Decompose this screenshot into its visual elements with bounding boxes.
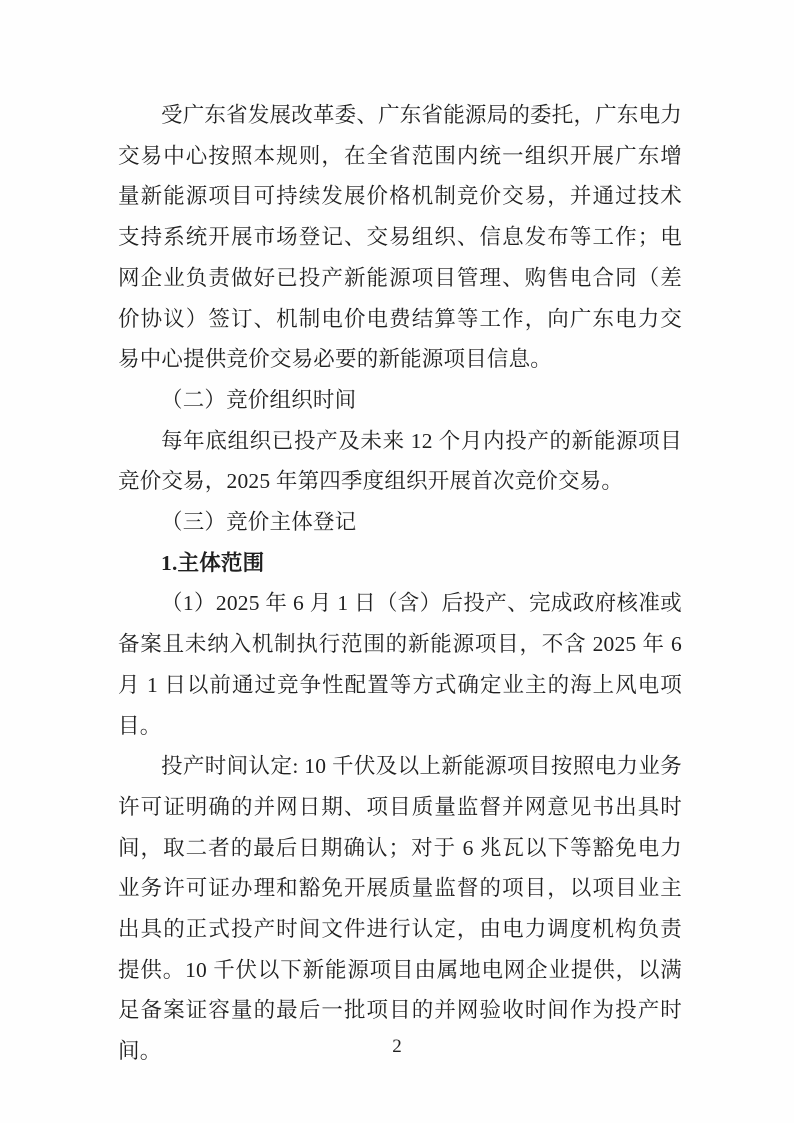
para-bidding-time: 每年底组织已投产及未来 12 个月内投产的新能源项目竞价交易，2025 年第四季度组织开展首次竞价交易。 [118,428,682,494]
page-number: 2 [392,1036,402,1057]
para-intro: 受广东省发展改革委、广东省能源局的委托，广东电力交易中心按照本规则，在全省范围内统一组织开展广东增量新能源项目可持续发展价格机制竞价交易，并通过技术支持系统开展市场登记、交易组织、信息发布等工作；电网企业负责做好已投产新能源项目管理、购售电合同（差价协议）签订、机制电价电费结算等工作，向广东电力交易中心提供竞价交易必要的新能源项目信息。 [118,103,682,372]
heading-section-2: （二）竞价组织时间 [161,387,357,412]
para-production-time: 投产时间认定: 10 千伏及以上新能源项目按照电力业务许可证明确的并网日期、项目质量监督并网意见书出具时间，取二者的最后日期确认；对于 6 兆瓦以下等豁免电力业务许可证办理和豁免开展质量监督的项目，以项目业主出具的正式投产时间文件进行认定，由电力调度机构负责提供。10 千伏以下新能源项目由属地电网企业提供，以满足备案证容量的最后一批项目的并网验收时间作为投产时间。 [118,754,682,1064]
para-scope-item-1: （1）2025 年 6 月 1 日（含）后投产、完成政府核准或备案且未纳入机制执行范围的新能源项目，不含 2025 年 6 月 1 日以前通过竞争性配置等方式确定业主的海上风电项目。 [118,591,682,738]
document-body [118,95,682,1072]
heading-subject-scope: 1.主体范围 [161,550,265,575]
heading-section-3: （三）竞价主体登记 [161,510,357,535]
